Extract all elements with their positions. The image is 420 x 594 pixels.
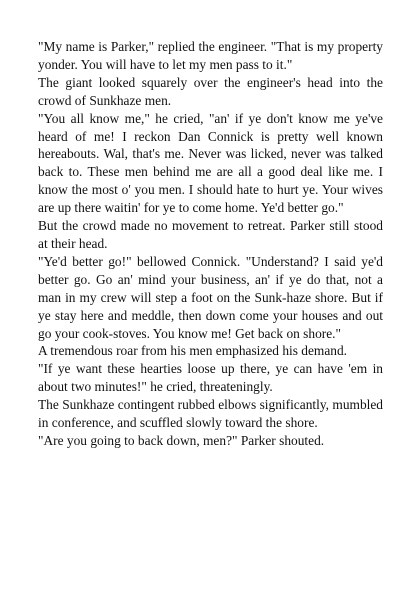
paragraph: A tremendous roar from his men emphasized his demand.	[38, 343, 348, 359]
paragraph: The giant looked squarely over the engineer's head into the crowd of Sunkhaze men.	[38, 74, 383, 108]
paragraph: "You all know me," he cried, "an' if ye don't know me ye've heard of me! I reckon Dan Connick is pretty well known hereabouts. Wal, that's me. Never was licked, never was talked back to. These men behind me are all a good deal like me. I know the most o' you men. I should hate to hurt ye. Your wives are up there waitin' for ye to come home. Ye'd better go."	[38, 110, 383, 216]
paragraph: "Ye'd better go!" bellowed Connick. "Understand? I said ye'd better go. Go an' mind your business, an' if ye do that, not a man in my crew will step a foot on the Sunk-haze shore. But if ye stay here and meddle, then down come your houses and out go your cook-stoves. You know me! Get back on shore."	[38, 253, 383, 341]
paragraph: "If ye want these hearties loose up there, ye can have 'em in about two minutes!" he cried, threateningly.	[38, 361, 383, 395]
paragraph: But the crowd made no movement to retreat. Parker still stood at their head.	[38, 218, 383, 251]
paragraph: "Are you going to back down, men?" Parker shouted.	[38, 432, 325, 448]
paragraph: The Sunkhaze contingent rubbed elbows significantly, mumbled in conference, and scuffled slowly toward the shore.	[38, 397, 383, 431]
paragraph: "My name is Parker," replied the engineer. "That is my property yonder. You will have to let my men pass to it."	[38, 39, 383, 72]
page-text	[38, 38, 383, 450]
